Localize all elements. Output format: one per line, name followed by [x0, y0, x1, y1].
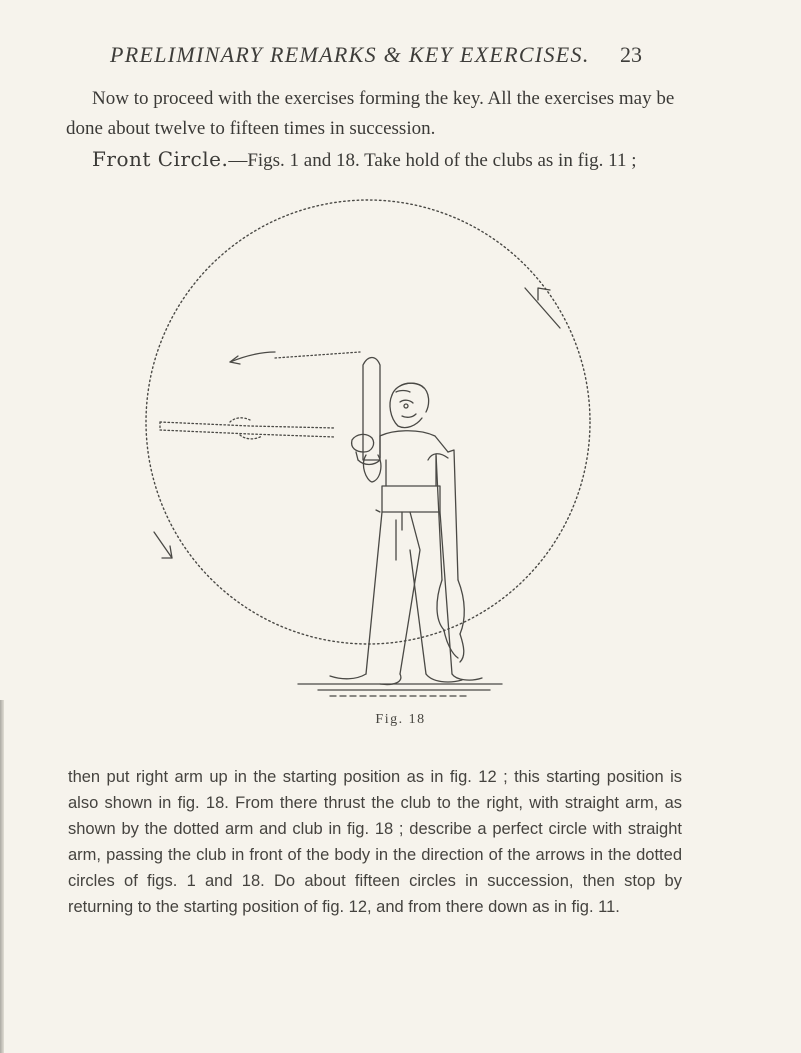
figure-illustration	[130, 190, 610, 700]
arrow-left-icon	[154, 532, 172, 558]
club-upright	[363, 358, 381, 483]
figure-caption: Fig. 18	[375, 712, 426, 727]
figure-head	[390, 383, 429, 427]
arrow-top-right-icon	[525, 288, 560, 328]
section-heading-rest: —Figs. 1 and 18. Take hold of the clubs as in fig. 11 ;	[228, 150, 637, 171]
section-heading-line	[92, 144, 692, 176]
dotted-circle-path	[146, 200, 590, 644]
arrow-top-icon	[230, 352, 275, 364]
figure-right-arm	[428, 450, 464, 662]
running-head: PRELIMINARY REMARKS & KEY EXERCISES.	[110, 42, 590, 67]
page-number: 23	[620, 42, 642, 67]
continuation-paragraph: then put right arm up in the starting position as in fig. 12 ; this starting position is also shown in fig. 18. From there thrust the club to the right, with straight arm, as shown by the dotted arm and club in fig. 18 ; describe a perfect circle with straight arm, passing the club in front of the body in the direction of the arrows in the dotted circles of figs. 1 and 18. Do about fifteen circles in succession, then stop by returning to the starting position of fig. 12, and from there down as in fig. 11.	[68, 768, 682, 916]
figure-feet	[298, 674, 502, 696]
page-edge-shadow	[0, 700, 4, 1053]
section-heading: Front Circle.	[92, 147, 229, 171]
intro-paragraph: Now to proceed with the exercises forming the key. All the exercises may be done about twelve to fifteen times in succession.	[66, 88, 675, 139]
figure-legs	[366, 512, 452, 674]
dotted-arm-and-club	[160, 352, 360, 439]
